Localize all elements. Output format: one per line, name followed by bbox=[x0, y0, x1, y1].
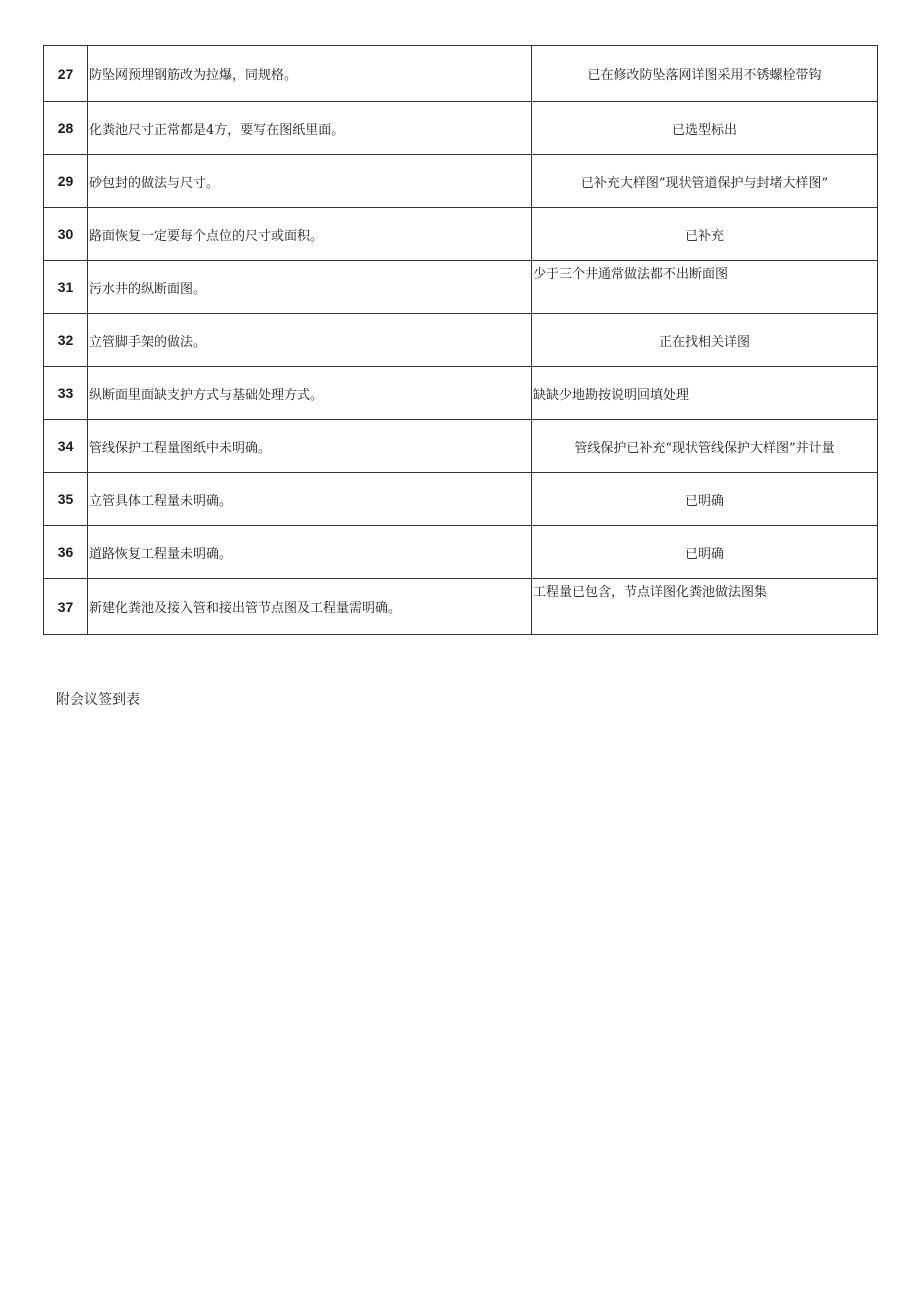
response-text: 少于三个井通常做法都不出断面图 bbox=[532, 261, 878, 314]
row-number: 35 bbox=[44, 473, 88, 526]
response-text: 正在找相关详图 bbox=[532, 314, 878, 367]
issue-text: 新建化粪池及接入管和接出管节点图及工程量需明确。 bbox=[88, 579, 532, 635]
table-row bbox=[44, 314, 878, 367]
row-number: 29 bbox=[44, 155, 88, 208]
table-row bbox=[44, 526, 878, 579]
table-row bbox=[44, 261, 878, 314]
row-number: 27 bbox=[44, 46, 88, 102]
issue-response-table bbox=[43, 45, 878, 635]
issue-text: 污水井的纵断面图。 bbox=[88, 261, 532, 314]
table-row bbox=[44, 367, 878, 420]
issue-text: 防坠网预埋钢筋改为拉爆，同规格。 bbox=[88, 46, 532, 102]
issue-text: 化粪池尺寸正常都是4方，要写在图纸里面。 bbox=[88, 102, 532, 155]
row-number: 33 bbox=[44, 367, 88, 420]
issue-text: 管线保护工程量图纸中未明确。 bbox=[88, 420, 532, 473]
table-row bbox=[44, 208, 878, 261]
issue-text: 道路恢复工程量未明确。 bbox=[88, 526, 532, 579]
response-text: 缺缺少地勘按说明回填处理 bbox=[532, 367, 878, 420]
table-row bbox=[44, 473, 878, 526]
response-text: 工程量已包含，节点详图化粪池做法图集 bbox=[532, 579, 878, 635]
row-number: 28 bbox=[44, 102, 88, 155]
table-row bbox=[44, 102, 878, 155]
issue-text: 立管脚手架的做法。 bbox=[88, 314, 532, 367]
attachment-note: 附会议签到表 bbox=[56, 692, 140, 708]
table-row bbox=[44, 579, 878, 635]
row-number: 32 bbox=[44, 314, 88, 367]
response-text: 已明确 bbox=[532, 473, 878, 526]
issue-text: 立管具体工程量未明确。 bbox=[88, 473, 532, 526]
response-text: 已在修改防坠落网详图采用不锈螺栓带钩 bbox=[532, 46, 878, 102]
table-row bbox=[44, 155, 878, 208]
response-text: 管线保护已补充“现状管线保护大样图”并计量 bbox=[532, 420, 878, 473]
response-text: 已补充大样图”现状管道保护与封堵大样图” bbox=[532, 155, 878, 208]
issue-text: 路面恢复一定要每个点位的尺寸或面积。 bbox=[88, 208, 532, 261]
row-number: 37 bbox=[44, 579, 88, 635]
response-text: 已明确 bbox=[532, 526, 878, 579]
row-number: 36 bbox=[44, 526, 88, 579]
row-number: 30 bbox=[44, 208, 88, 261]
issue-text: 纵断面里面缺支护方式与基础处理方式。 bbox=[88, 367, 532, 420]
row-number: 31 bbox=[44, 261, 88, 314]
response-text: 已选型标出 bbox=[532, 102, 878, 155]
table-row bbox=[44, 420, 878, 473]
row-number: 34 bbox=[44, 420, 88, 473]
table-row bbox=[44, 46, 878, 102]
response-text: 已补充 bbox=[532, 208, 878, 261]
issue-text: 砂包封的做法与尺寸。 bbox=[88, 155, 532, 208]
